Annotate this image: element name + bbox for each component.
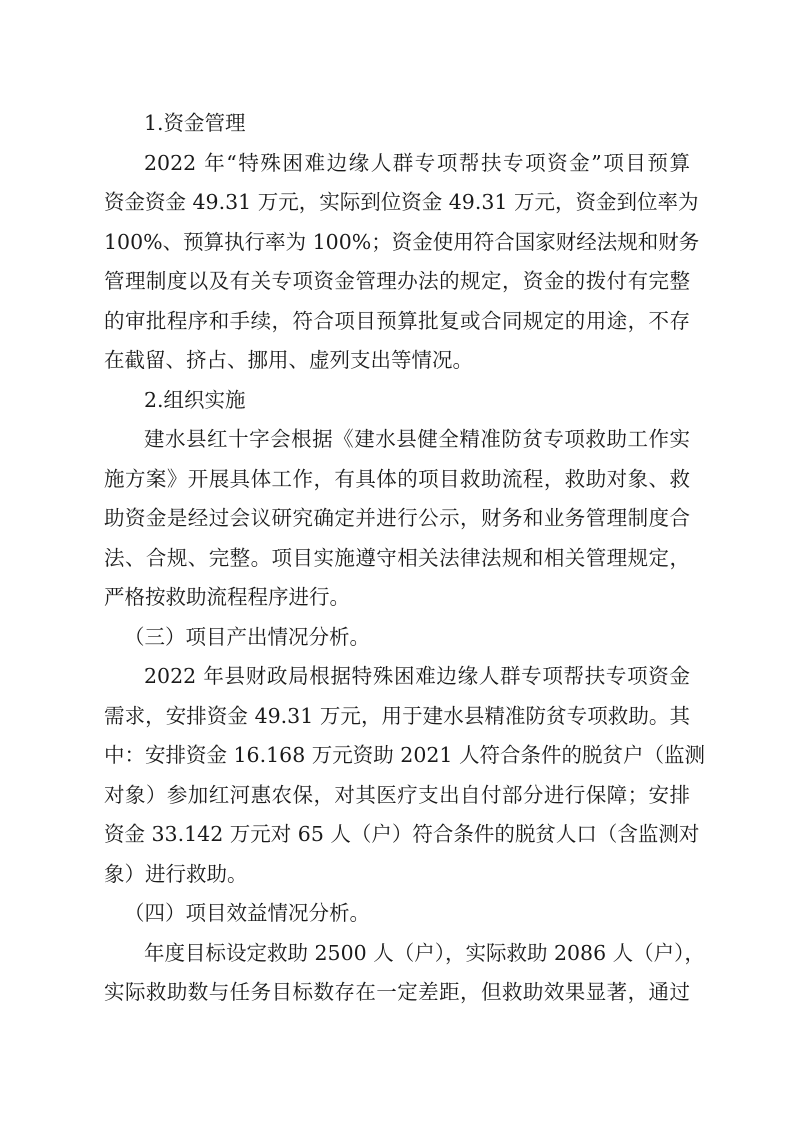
paragraph-line: 中：安排资金 16.168 万元资助 2021 人符合条件的脱贫户（监测 xyxy=(104,743,705,767)
paragraph-line: 施方案》开展具体工作，有具体的项目救助流程，救助对象、救 xyxy=(104,467,690,491)
paragraph-line: 100%、预算执行率为 100%；资金使用符合国家财经法规和财务 xyxy=(104,230,700,254)
paragraph-line: 管理制度以及有关专项资金管理办法的规定，资金的拨付有完整 xyxy=(104,269,690,293)
paragraph-line: 严格按救助流程程序进行。 xyxy=(104,585,350,609)
paragraph-line: 年度目标设定救助 2500 人（户），实际救助 2086 人（户）， xyxy=(144,941,705,965)
paragraph-line: 资金资金 49.31 万元，实际到位资金 49.31 万元，资金到位率为 xyxy=(104,190,699,214)
paragraph-line: 建水县红十字会根据《建水县健全精准防贫专项救助工作实 xyxy=(144,427,690,451)
paragraph-line: 在截留、挤占、挪用、虚列支出等情况。 xyxy=(104,348,473,372)
paragraph-line: 助资金是经过会议研究确定并进行公示，财务和业务管理制度合 xyxy=(104,506,690,530)
paragraph-line: 对象）参加红河惠农保，对其医疗支出自付部分进行保障；安排 xyxy=(104,783,690,807)
paragraph-line: 2022 年县财政局根据特殊困难边缘人群专项帮扶专项资金 xyxy=(144,664,690,688)
paragraph-line: 资金 33.142 万元对 65 人（户）符合条件的脱贫人口（含监测对 xyxy=(104,822,700,846)
heading-output-analysis: （三）项目产出情况分析。 xyxy=(124,625,370,649)
paragraph-line: 象）进行救助。 xyxy=(104,862,248,886)
heading-organization: 2.组织实施 xyxy=(144,388,246,412)
paragraph-line: 的审批程序和手续，符合项目预算批复或合同规定的用途，不存 xyxy=(104,309,690,333)
paragraph-line: 需求，安排资金 49.31 万元，用于建水县精准防贫专项救助。其 xyxy=(104,704,690,728)
paragraph-line: 法、合规、完整。项目实施遵守相关法律法规和相关管理规定， xyxy=(104,546,690,570)
heading-benefit-analysis: （四）项目效益情况分析。 xyxy=(124,901,370,925)
heading-fund-management: 1.资金管理 xyxy=(144,111,246,135)
paragraph-line: 2022 年“特殊困难边缘人群专项帮扶专项资金”项目预算 xyxy=(144,151,690,175)
paragraph-line: 实际救助数与任务目标数存在一定差距，但救助效果显著，通过 xyxy=(104,980,690,1004)
